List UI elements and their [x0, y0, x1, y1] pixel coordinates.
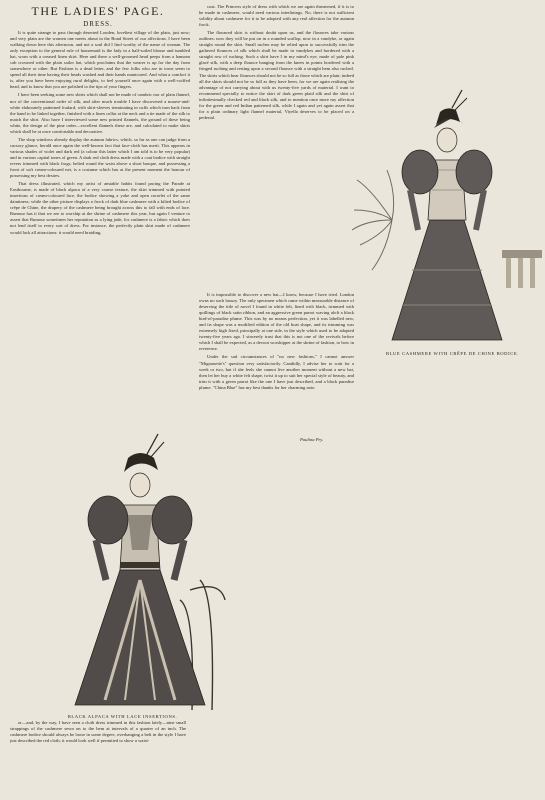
paragraph: Under the sad circumstances of "no new fashions," I cannot answer "Mignonette's" question very satisfactorily. Candidly, I advise her to wait for a week or two, but if she feels she cannot live another moment without a new hat, then let her buy a white felt shape, twist it up to suit her special style of beauty, and trim it with a green parrot like the one I have just described, and a black paradise plume. "China Blue" has my best thanks for her charming note. [199, 354, 354, 390]
paragraph: It is impossible to discover a new hat—I know, because I have tried. London owns no such luxury. The only specimen which came within measurable distance of deserving the title of novel I found in white felt, lined with black, trimmed with quillings of black satin ribbon, and an aggressive green parrot waving aloft a black bird-of-paradise plume. This was by no means perfection, yet it was labelled new, and its shape was a modified edition of the old boat shape, and its trimming was extremely high fixed, principally at one side, in the style which used to be adopted twenty-five years ago. I sincerely trust that this is not one of the revivals before which I shall be expected, as a devout worshipper at the shrine of fashion, to bow in reverence. [199, 292, 354, 352]
paragraph: That dress illustrated, which my artist of amiable habits found pacing the Parade at Eastbourne, is made of black alpaca of a very coarse texture, the skirt trimmed with pointed insertions of cream-coloured lace, the bodice showing a yoke and open corselet of the same daintiness; while the other picture displays a frock of dark blue cashmere with a kilted bodice of crêpe de Chine, the drapery of the cashmere being brought across this to fall with ends of lace. Rumour has it that we are to worship at the shrine of cashmere this year, but again I venture to assert that Rumour sometimes her reputation as a lying jade, for cashmere is a fabric which does not lend itself to every sort of dress. For instance, the perfectly plain skirt made of cashmere would lack all attractions: it would need braiding, [10, 181, 190, 235]
article-column-left [10, 30, 190, 418]
paragraph: It is quite strange to pass through deserted Louden, loveliest village of the plain, just now; and very plain are the women one meets about in the Bond Street of our affections. I have been walking down here this afternoon, and not a soul did I find worthy of the name of woman. The only exception to the general rule of housemaid is the lady in a half-soiled blouse and tumbled hat, worn with a creased linen skirt. Here and there a well-groomed head peeps from a hansom cab crowned with the plain sailor hat, which proclaims that the wearer is up for the day from somewhere or other. But Fashion is a dead letter, and the few folks who are in town seem to spend all their time having their heads washed and their hands manicured. And what a comfort it is, after you have been enjoying rural delights, to feel yourself once again with a well-coiffed head, and to know that you are polished to the tips of your fingers. [10, 30, 190, 90]
paragraph: or—and, by the way, I have seen a cloth dress trimmed in this fashion lately—nine small strappings of the cashmere sewn on to the hem at intervals of a quarter of an inch. The cashmere bodice should always be loose in some degree, overhanging a belt in the style I have just described the red cloth; it would look well if permitted to show a waist- [10, 720, 186, 744]
paragraph: The flounced skirt is without doubt upon us, and the flounces take various outlines: now they will be put on in a rounded scallop, now in a vandyke, or again straight round the skirt. Small ruches may be relied upon to successfully trim the gathered flounces of silk which shall be made in vandykes and bordered with a straight row of ruching. Such a skirt have I in my mind's eye, made of pale pink glacé silk, with a deep flounce hanging from the knees in points bordered with a fringed ruching and resting upon a second flounce with a straight hem also ruched. The skirts which bear flounces should not be so full as those which are plain; indeed all the skirts should not be so full as they have been, for we are again realising the advantage of not carrying about with us twenty-five yards of material. I want to recommend specially to notice the skirt of dark green plaid silk and the shirt of infinitesimally checked red and black silk, and to mention once more my affection for the green and red Indian patterned silk, while I again and yet again assert that for a plain ordinary light flannel material, Viyella deserves to be placed on a pedestal. [199, 30, 354, 120]
paragraph: I have been seeking some new shirts which shall not be made of cambric nor of plain flannel, nor of the conventional order of silk, and after much trouble I have discovered a mauve-and-white elaborately patterned foulard, with shirt-sleeves terminating in cuffs which turn back from the hand to be linked together, finished with a linen collar at the neck and a tie made of the silk to match the shirt. Also have I interviewed some new printed flannels, the ground of these being white, the design of the pine order—excellent flannels these are, and calculated to make shirts which shall be at once comfortable and decorative. [10, 92, 190, 134]
fashion-illustration-black-alpaca [30, 430, 245, 715]
paragraph: coat. The Princess style of dress with which we are again threatened, if it is to be made in cashmere, would need various interlinings. No, there is not sufficient solidity about cashmere for it to be adopted with any real affection for the autumn frock. [199, 4, 354, 28]
author-signature: Paulina Pry. [300, 437, 324, 442]
illustration-svg [30, 430, 245, 715]
illustration-svg [352, 70, 542, 350]
section-heading: DRESS. [83, 20, 113, 28]
fashion-illustration-blue-cashmere [352, 70, 542, 350]
page-title: THE LADIES' PAGE. [31, 4, 165, 18]
article-column-right-middle [199, 292, 354, 444]
article-column-right-top [199, 4, 354, 282]
paragraph: The shop windows already display the autumn fabrics, which, so far as one can judge from a cursory glance, herald once again the well-known fact that face-cloth has merit. This appears in various shades of violet and dark red (a colour this latter which I am told is to be very popular) and in various capital tones of green. A dark red cloth dress made with a coat bodice with straight revers trimmed with black frogs, belted round the waist above a short basque, and possessing a front of soft cream-coloured net, is a costume which has at the present moment the honour of possessing my best desires. [10, 136, 190, 179]
illustration-caption: BLUE CASHMERE WITH CRÊPE DE CHINE BODICE. [385, 351, 520, 356]
article-column-bottom [10, 720, 186, 796]
illustration-caption: BLACK ALPACA WITH LACE INSERTIONS. [67, 714, 178, 719]
